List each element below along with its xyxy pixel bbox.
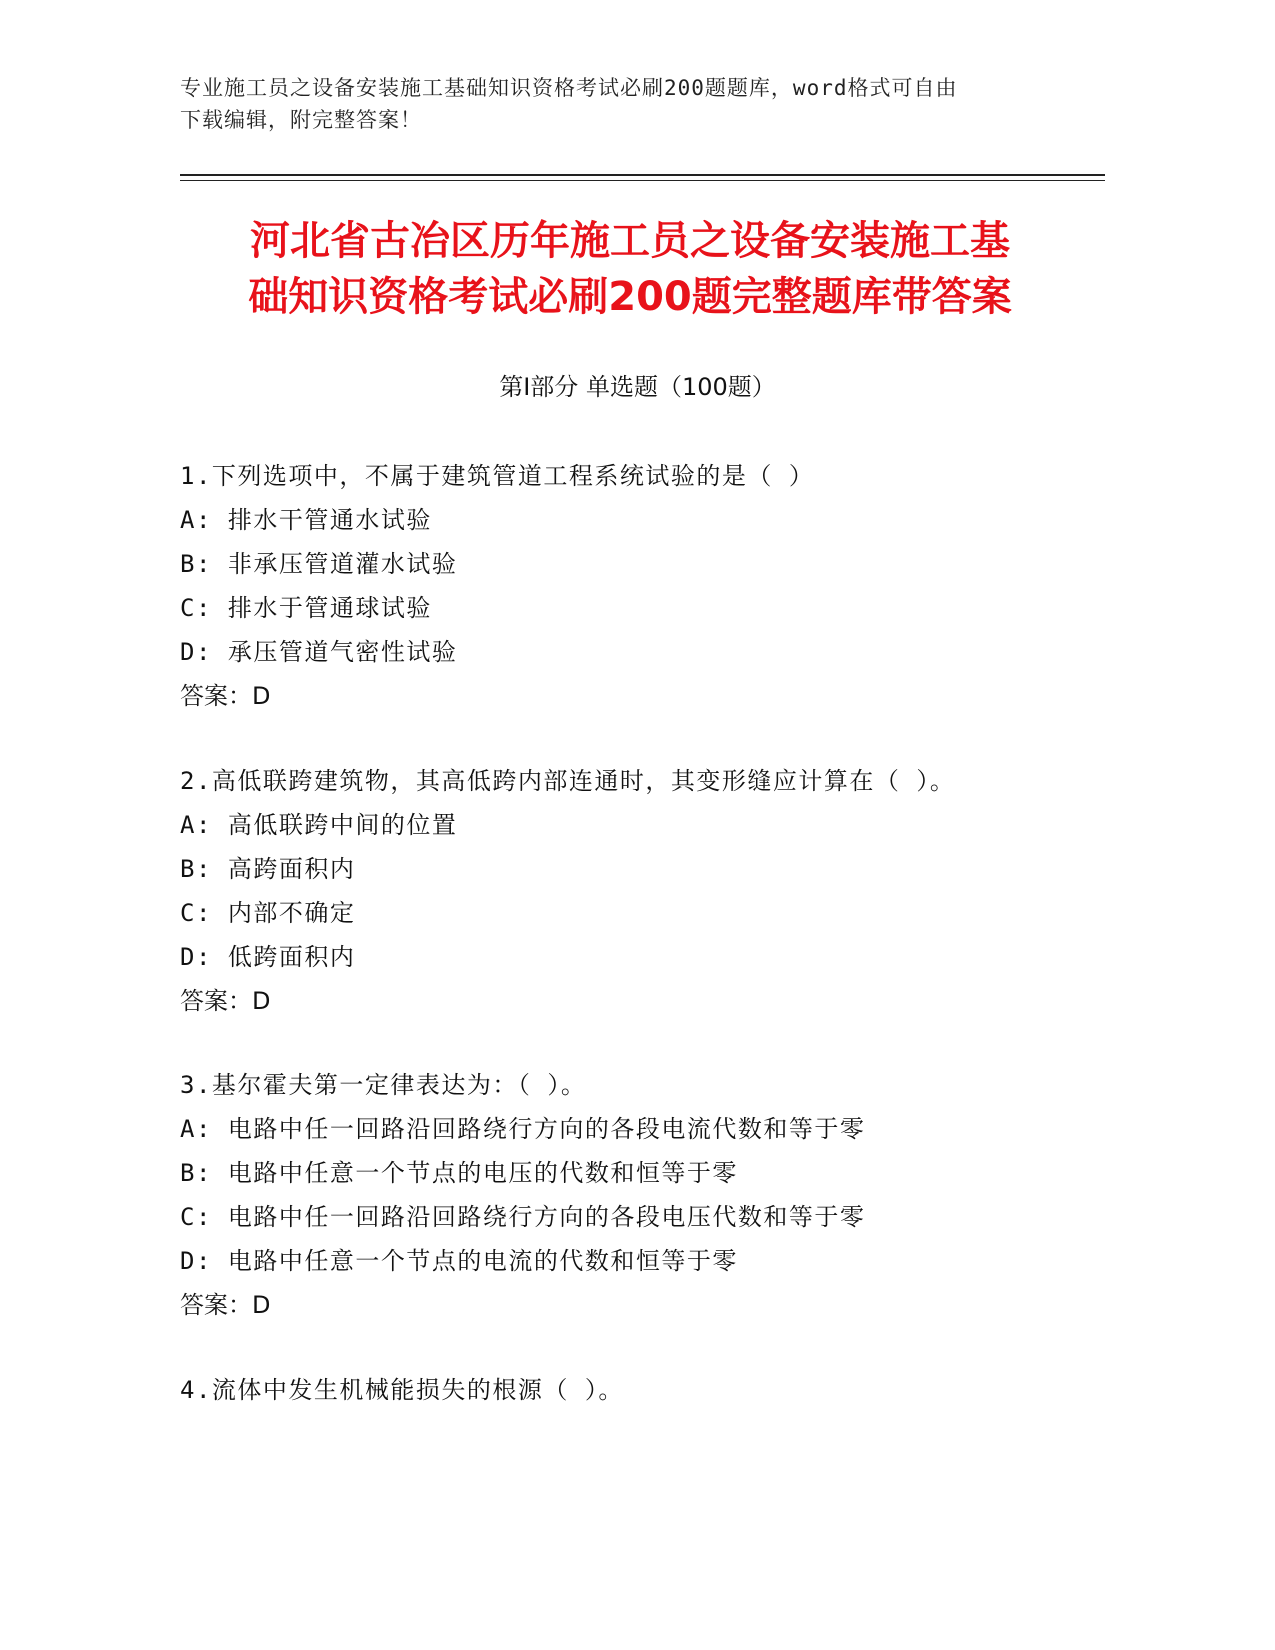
question-3	[180, 1063, 1080, 1327]
option-d: D: 低跨面积内	[180, 943, 356, 971]
header-note-line-2: 下载编辑，附完整答案！	[180, 108, 422, 132]
option-b: B: 非承压管道灌水试验	[180, 550, 458, 578]
header-divider-thin	[180, 180, 1105, 181]
option-c: C: 内部不确定	[180, 899, 356, 927]
question-2	[180, 759, 1080, 1023]
answer: 答案：D	[180, 1291, 271, 1319]
question-stem: 4.流体中发生机械能损失的根源（ ）。	[180, 1376, 624, 1404]
answer: 答案：D	[180, 682, 271, 710]
option-a: A: 电路中任一回路沿回路绕行方向的各段电流代数和等于零	[180, 1115, 866, 1143]
document-title-line-1: 河北省古冶区历年施工员之设备安装施工基	[250, 218, 1010, 264]
option-c: C: 电路中任一回路沿回路绕行方向的各段电压代数和等于零	[180, 1203, 866, 1231]
option-a: A: 高低联跨中间的位置	[180, 811, 458, 839]
question-stem: 3.基尔霍夫第一定律表达为：（ ）。	[180, 1071, 587, 1099]
option-d: D: 承压管道气密性试验	[180, 638, 458, 666]
header-note-line-1: 专业施工员之设备安装施工基础知识资格考试必刷200题题库，word格式可自由	[180, 76, 958, 100]
option-b: B: 电路中任意一个节点的电压的代数和恒等于零	[180, 1159, 738, 1187]
option-b: B: 高跨面积内	[180, 855, 356, 883]
question-stem: 2.高低联跨建筑物，其高低跨内部连通时，其变形缝应计算在（ ）。	[180, 767, 956, 795]
section-title: 第Ⅰ部分 单选题（100题）	[499, 373, 776, 401]
answer: 答案：D	[180, 987, 271, 1015]
option-d: D: 电路中任意一个节点的电流的代数和恒等于零	[180, 1247, 738, 1275]
option-a: A: 排水干管通水试验	[180, 506, 432, 534]
option-c: C: 排水于管通球试验	[180, 594, 432, 622]
question-1	[180, 454, 1080, 718]
question-stem: 1.下列选项中，不属于建筑管道工程系统试验的是（ ）	[180, 462, 815, 490]
header-note	[180, 72, 1060, 136]
header-divider-thick	[180, 174, 1105, 176]
question-4	[180, 1368, 1080, 1412]
document-title	[180, 213, 1080, 325]
document-title-line-2: 础知识资格考试必刷200题完整题库带答案	[248, 274, 1012, 320]
